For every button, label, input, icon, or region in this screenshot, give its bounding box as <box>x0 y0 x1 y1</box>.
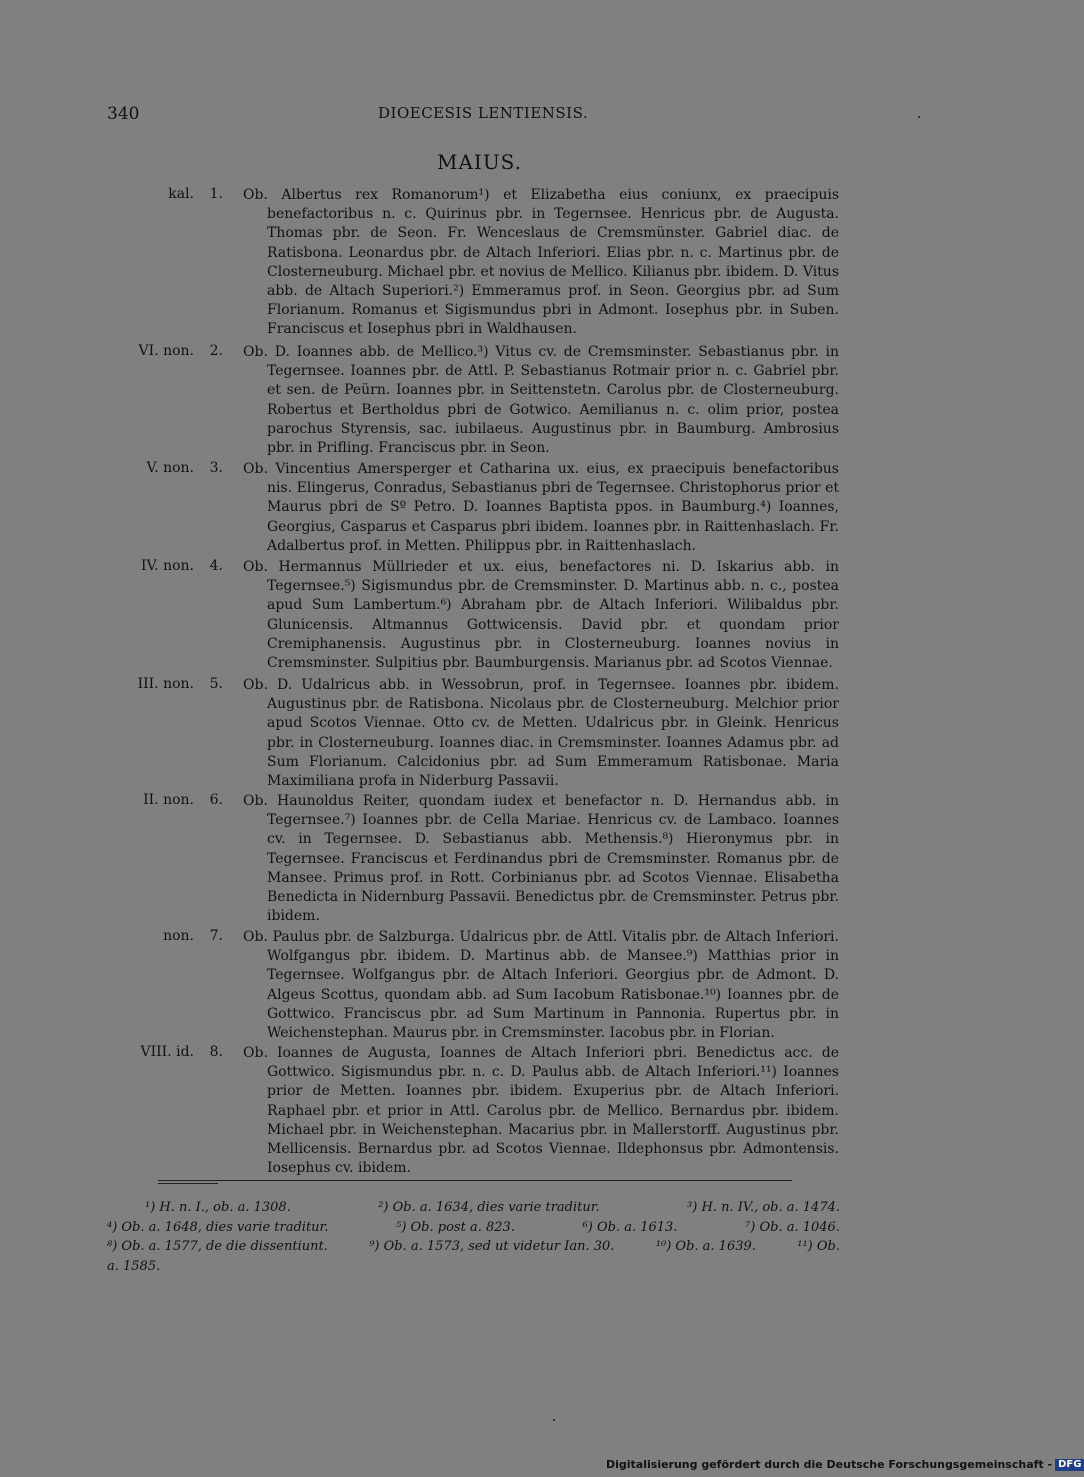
footnote: ²) Ob. a. 1634, dies varie traditur. <box>378 1200 600 1215</box>
page-number: 340 <box>107 104 140 124</box>
entry-date: III. non. <box>137 676 194 692</box>
entry-text: Ob. Hermannus Müllrieder et ux. eius, benefactores ni. D. Iskarius abb. in Tegernsee.⁵) Sigismundus pbr. de Cremsminster. D. Martinus abb. n. c., postea apud Sum Lambertum.⁶) Abraham pbr. de Altach Inferiori. Wilibaldus pbr. Glunicensis. Altmannus Gottwicensis. David pbr. et quondam prior Cremiphanensis. Augustinus pbr. in Closterneuburg. Ioannes novius in Cremsminster. Sulpitius pbr. Baumburgensis. Marianus pbr. ad Scotos Viennae. <box>243 559 839 672</box>
entry-number: 7. <box>209 928 223 944</box>
footnote: ⁴) Ob. a. 1648, dies varie traditur. <box>107 1219 329 1235</box>
entry-date: VI. non. <box>138 343 194 359</box>
footnote: ⁷) Ob. a. 1046. <box>745 1219 840 1235</box>
footnote: ¹¹) Ob. <box>797 1239 840 1255</box>
footnote-row <box>107 1257 840 1277</box>
footnote: ⁸) Ob. a. 1577, de die dissentiunt. <box>107 1239 328 1255</box>
speck-mark <box>553 1419 555 1421</box>
entry-text: Ob. Haunoldus Reiter, quondam iudex et benefactor n. D. Hernandus abb. in Tegernsee.⁷) Ioannes pbr. de Cella Mariae. Henricus cv. de Lambaco. Ioannes cv. in Tegernsee. D. Sebastianus abb. Methensis.⁸) Hieronymus pbr. in Tegernsee. Franciscus et Ferdinandus pbri de Cremsminster. Romanus pbr. de Mansee. Primus prof. in Rott. Corbinianus pbr. ad Scotos Viennae. Elisabetha Benedicta in Nidernburg Passavii. Benedictus pbr. de Cremsminster. Petrus pbr. ibidem. <box>243 793 839 925</box>
footnote-row <box>107 1198 840 1218</box>
dfg-logo-icon: DFG <box>1055 1459 1084 1471</box>
footnote: ¹⁰) Ob. a. 1639. <box>655 1239 756 1255</box>
footnote: ⁶) Ob. a. 1613. <box>582 1219 678 1235</box>
entry-number: 2. <box>209 343 223 359</box>
section-title: MAIUS. <box>437 150 523 174</box>
footnote: ³) H. n. IV., ob. a. 1474. <box>687 1200 840 1215</box>
entry-text: Ob. Paulus pbr. de Salzburga. Udalricus pbr. de Attl. Vitalis pbr. de Altach Inferiori. Wolfgangus pbr. ibidem. D. Martinus abb. de Mansee.⁹) Matthias prior in Tegernsee. Wolfgangus pbr. de Altach Inferiori. Georgius pbr. de Admont. D. Algeus Scottus, quondam abb. ad Sum Iacobum Ratisbonae.¹⁰) Ioannes pbr. de Gottwico. Franciscus pbr. ad Sum Martinum in Pannonia. Rupertus pbr. in Weichenstephan. Maurus pbr. in Cremsminster. Iacobus pbr. in Florian. <box>243 929 839 1042</box>
footnote: ⁵) Ob. post a. 823. <box>396 1219 515 1235</box>
footnote-row <box>107 1237 840 1257</box>
entry-text: Ob. D. Udalricus abb. in Wessobrun, prof. in Tegernsee. Ioannes pbr. ibidem. Augustinus pbr. de Ratisbona. Nicolaus pbr. de Closterneuburg. Melchior prior apud Scotos Viennae. Otto cv. de Metten. Udalricus pbr. in Gleink. Henricus pbr. in Closterneuburg. Ioannes diac. in Cremsminster. Ioannes Adamus pbr. ad Sum Florianum. Calcidonius pbr. ad Sum Emmeramum Ratisbonae. Maria Maximiliana profa in Niderburg Passavii. <box>243 677 839 790</box>
footnote-row <box>107 1218 840 1238</box>
entry-text: Ob. Ioannes de Augusta, Ioannes de Altach Inferiori pbri. Benedictus acc. de Gottwico. Sigismundus pbr. n. c. D. Paulus abb. de Altach Inferiori.¹¹) Ioannes prior de Metten. Ioannes pbr. ibidem. Exuperius pbr. de Altach Inferiori. Raphael pbr. et prior in Attl. Carolus pbr. de Mellico. Bernardus pbr. ibidem. Michael pbr. in Weichenstephan. Macarius pbr. in Mallerstorff. Augustinus pbr. Mellicensis. Bernardus pbr. ad Scotos Viennae. Ildephonsus pbr. Admontensis. Iosephus cv. ibidem. <box>243 1045 839 1177</box>
entry-date: non. <box>163 928 194 944</box>
entry-text: Ob. Albertus rex Romanorum¹) et Elizabetha eius coniunx, ex praecipuis benefactoribus n. c. Quirinus pbr. in Tegernsee. Henricus pbr. de Augusta. Thomas pbr. de Seon. Fr. Wenceslaus de Cremsmünster. Gabriel diac. de Ratisbona. Leonardus pbr. de Altach Inferiori. Elias pbr. n. c. Martinus pbr. de Closterneuburg. Michael pbr. et novius de Mellico. Kilianus pbr. ibidem. D. Vitus abb. de Altach Superiori.²) Emmeramus prof. in Seon. Georgius pbr. ad Sum Florianum. Romanus et Sigismundus pbri in Admont. Iosephus pbr. in Suben. Franciscus et Iosephus pbri in Waldhausen. <box>243 187 840 338</box>
footnote: ¹) H. n. I., ob. a. 1308. <box>145 1200 291 1215</box>
entry-number: 1. <box>209 186 223 202</box>
entry-date: kal. <box>168 186 194 202</box>
dfg-banner[interactable] <box>606 1458 1084 1471</box>
footnote-rule <box>158 1180 792 1181</box>
entry-number: 5. <box>209 676 223 692</box>
entry-number: 8. <box>209 1044 223 1060</box>
running-head: DIOECESIS LENTIENSIS. <box>378 104 589 122</box>
dfg-banner-text: Digitalisierung gefördert durch die Deutsche Forschungsgemeinschaft - <box>606 1458 1053 1471</box>
entry-text: Ob. Vincentius Amersperger et Catharina ux. eius, ex praecipuis benefactoribus nis. Elingerus, Conradus, Sebastianus pbri de Tegernsee. Christophorus prior et Maurus pbri de Sº Petro. D. Ioannes Baptista ppos. in Baumburg.⁴) Ioannes, Georgius, Casparus et Casparus pbri ibidem. Ioannes pbr. in Raittenhaslach. Fr. Adalbertus prof. in Metten. Philippus pbr. in Raittenhaslach. <box>243 461 839 554</box>
entry-date: IV. non. <box>140 558 194 574</box>
footnotes <box>107 1198 840 1276</box>
entry-number: 6. <box>209 792 223 808</box>
footnote-rule-short <box>158 1183 218 1184</box>
footnote: a. 1585. <box>107 1258 161 1274</box>
footnote: ⁹) Ob. a. 1573, sed ut videtur Ian. 30. <box>369 1239 615 1255</box>
entry-date: V. non. <box>146 460 194 476</box>
entry-date: II. non. <box>143 792 194 808</box>
entry-text: Ob. D. Ioannes abb. de Mellico.³) Vitus cv. de Cremsminster. Sebastianus pbr. in Tegernsee. Ioannes pbr. de Attl. P. Sebastianus Rotmair prior n. c. Gabriel pbr. et sen. de Peürn. Ioannes pbr. in Seittenstetn. Carolus pbr. de Closterneuburg. Robertus et Bertholdus pbri de Gotwico. Aemilianus n. c. olim prior, postea parochus Styrensis, sac. iubilaeus. Augustinus pbr. in Baumburg. Ambrosius pbr. in Prifling. Franciscus pbr. in Seon. <box>243 344 839 457</box>
speck-mark <box>918 116 920 118</box>
entry-number: 3. <box>209 460 223 476</box>
entry-date: VIII. id. <box>140 1044 194 1060</box>
entry-number: 4. <box>209 558 223 574</box>
